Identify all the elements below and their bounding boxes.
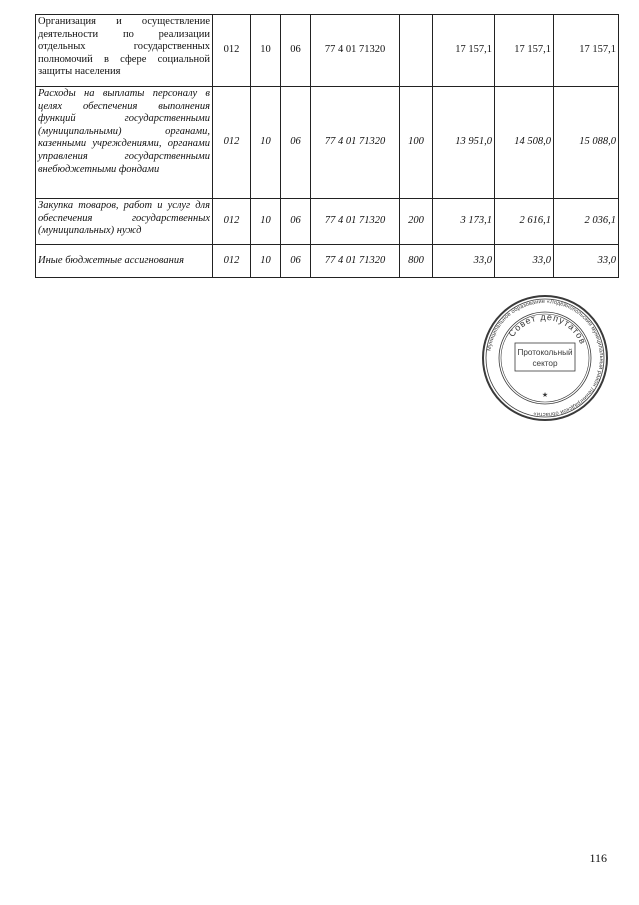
stamp-middle-text: Совет депутатов bbox=[506, 311, 589, 347]
amount-year1-cell: 13 951,0 bbox=[433, 87, 495, 199]
subsection-cell: 06 bbox=[281, 199, 311, 245]
amount-year1-cell: 17 157,1 bbox=[433, 15, 495, 87]
amount-year1-cell: 3 173,1 bbox=[433, 199, 495, 245]
subsection-cell: 06 bbox=[281, 87, 311, 199]
official-stamp bbox=[480, 293, 610, 423]
amount-year3-cell: 33,0 bbox=[554, 245, 619, 278]
amount-year2-cell: 2 616,1 bbox=[495, 199, 554, 245]
target-article-cell: 77 4 01 71320 bbox=[311, 15, 400, 87]
table-row bbox=[36, 15, 619, 87]
expense-type-cell: 200 bbox=[400, 199, 433, 245]
grbs-cell: 012 bbox=[213, 87, 251, 199]
grbs-cell: 012 bbox=[213, 15, 251, 87]
star-icon: ★ bbox=[541, 391, 549, 399]
stamp-center-line2: сектор bbox=[532, 359, 558, 368]
table-row bbox=[36, 87, 619, 199]
section-cell: 10 bbox=[251, 245, 281, 278]
stamp-center-line1: Протокольный bbox=[517, 348, 573, 357]
expense-type-cell: 800 bbox=[400, 245, 433, 278]
subsection-cell: 06 bbox=[281, 15, 311, 87]
amount-year2-cell: 14 508,0 bbox=[495, 87, 554, 199]
row-name: Иные бюджетные ассигнования bbox=[36, 245, 213, 278]
grbs-cell: 012 bbox=[213, 245, 251, 278]
subsection-cell: 06 bbox=[281, 245, 311, 278]
stamp-outer-text: Муниципальное образование «Лодейнопольский муниципальный район Ленинградской области» bbox=[486, 298, 605, 418]
target-article-cell: 77 4 01 71320 bbox=[311, 245, 400, 278]
amount-year3-cell: 17 157,1 bbox=[554, 15, 619, 87]
amount-year2-cell: 17 157,1 bbox=[495, 15, 554, 87]
row-name: Расходы на выплаты персоналу в целях обеспечения выполнения функций государственными (муниципальными) органами, казенными учреждениями, органами управления государственными внебюджетными фондами bbox=[36, 87, 213, 199]
amount-year3-cell: 2 036,1 bbox=[554, 199, 619, 245]
target-article-cell: 77 4 01 71320 bbox=[311, 87, 400, 199]
section-cell: 10 bbox=[251, 199, 281, 245]
amount-year1-cell: 33,0 bbox=[433, 245, 495, 278]
section-cell: 10 bbox=[251, 87, 281, 199]
table-row bbox=[36, 245, 619, 278]
row-name: Организация и осуществление деятельности по реализации отдельных государственных полномочий в сфере социальной защиты населения bbox=[36, 15, 213, 87]
budget-table bbox=[35, 14, 619, 278]
table-row bbox=[36, 199, 619, 245]
page-number: 116 bbox=[589, 851, 607, 865]
target-article-cell: 77 4 01 71320 bbox=[311, 199, 400, 245]
amount-year3-cell: 15 088,0 bbox=[554, 87, 619, 199]
row-name: Закупка товаров, работ и услуг для обеспечения государственных (муниципальных) нужд bbox=[36, 199, 213, 245]
grbs-cell: 012 bbox=[213, 199, 251, 245]
expense-type-cell bbox=[400, 15, 433, 87]
section-cell: 10 bbox=[251, 15, 281, 87]
amount-year2-cell: 33,0 bbox=[495, 245, 554, 278]
expense-type-cell: 100 bbox=[400, 87, 433, 199]
